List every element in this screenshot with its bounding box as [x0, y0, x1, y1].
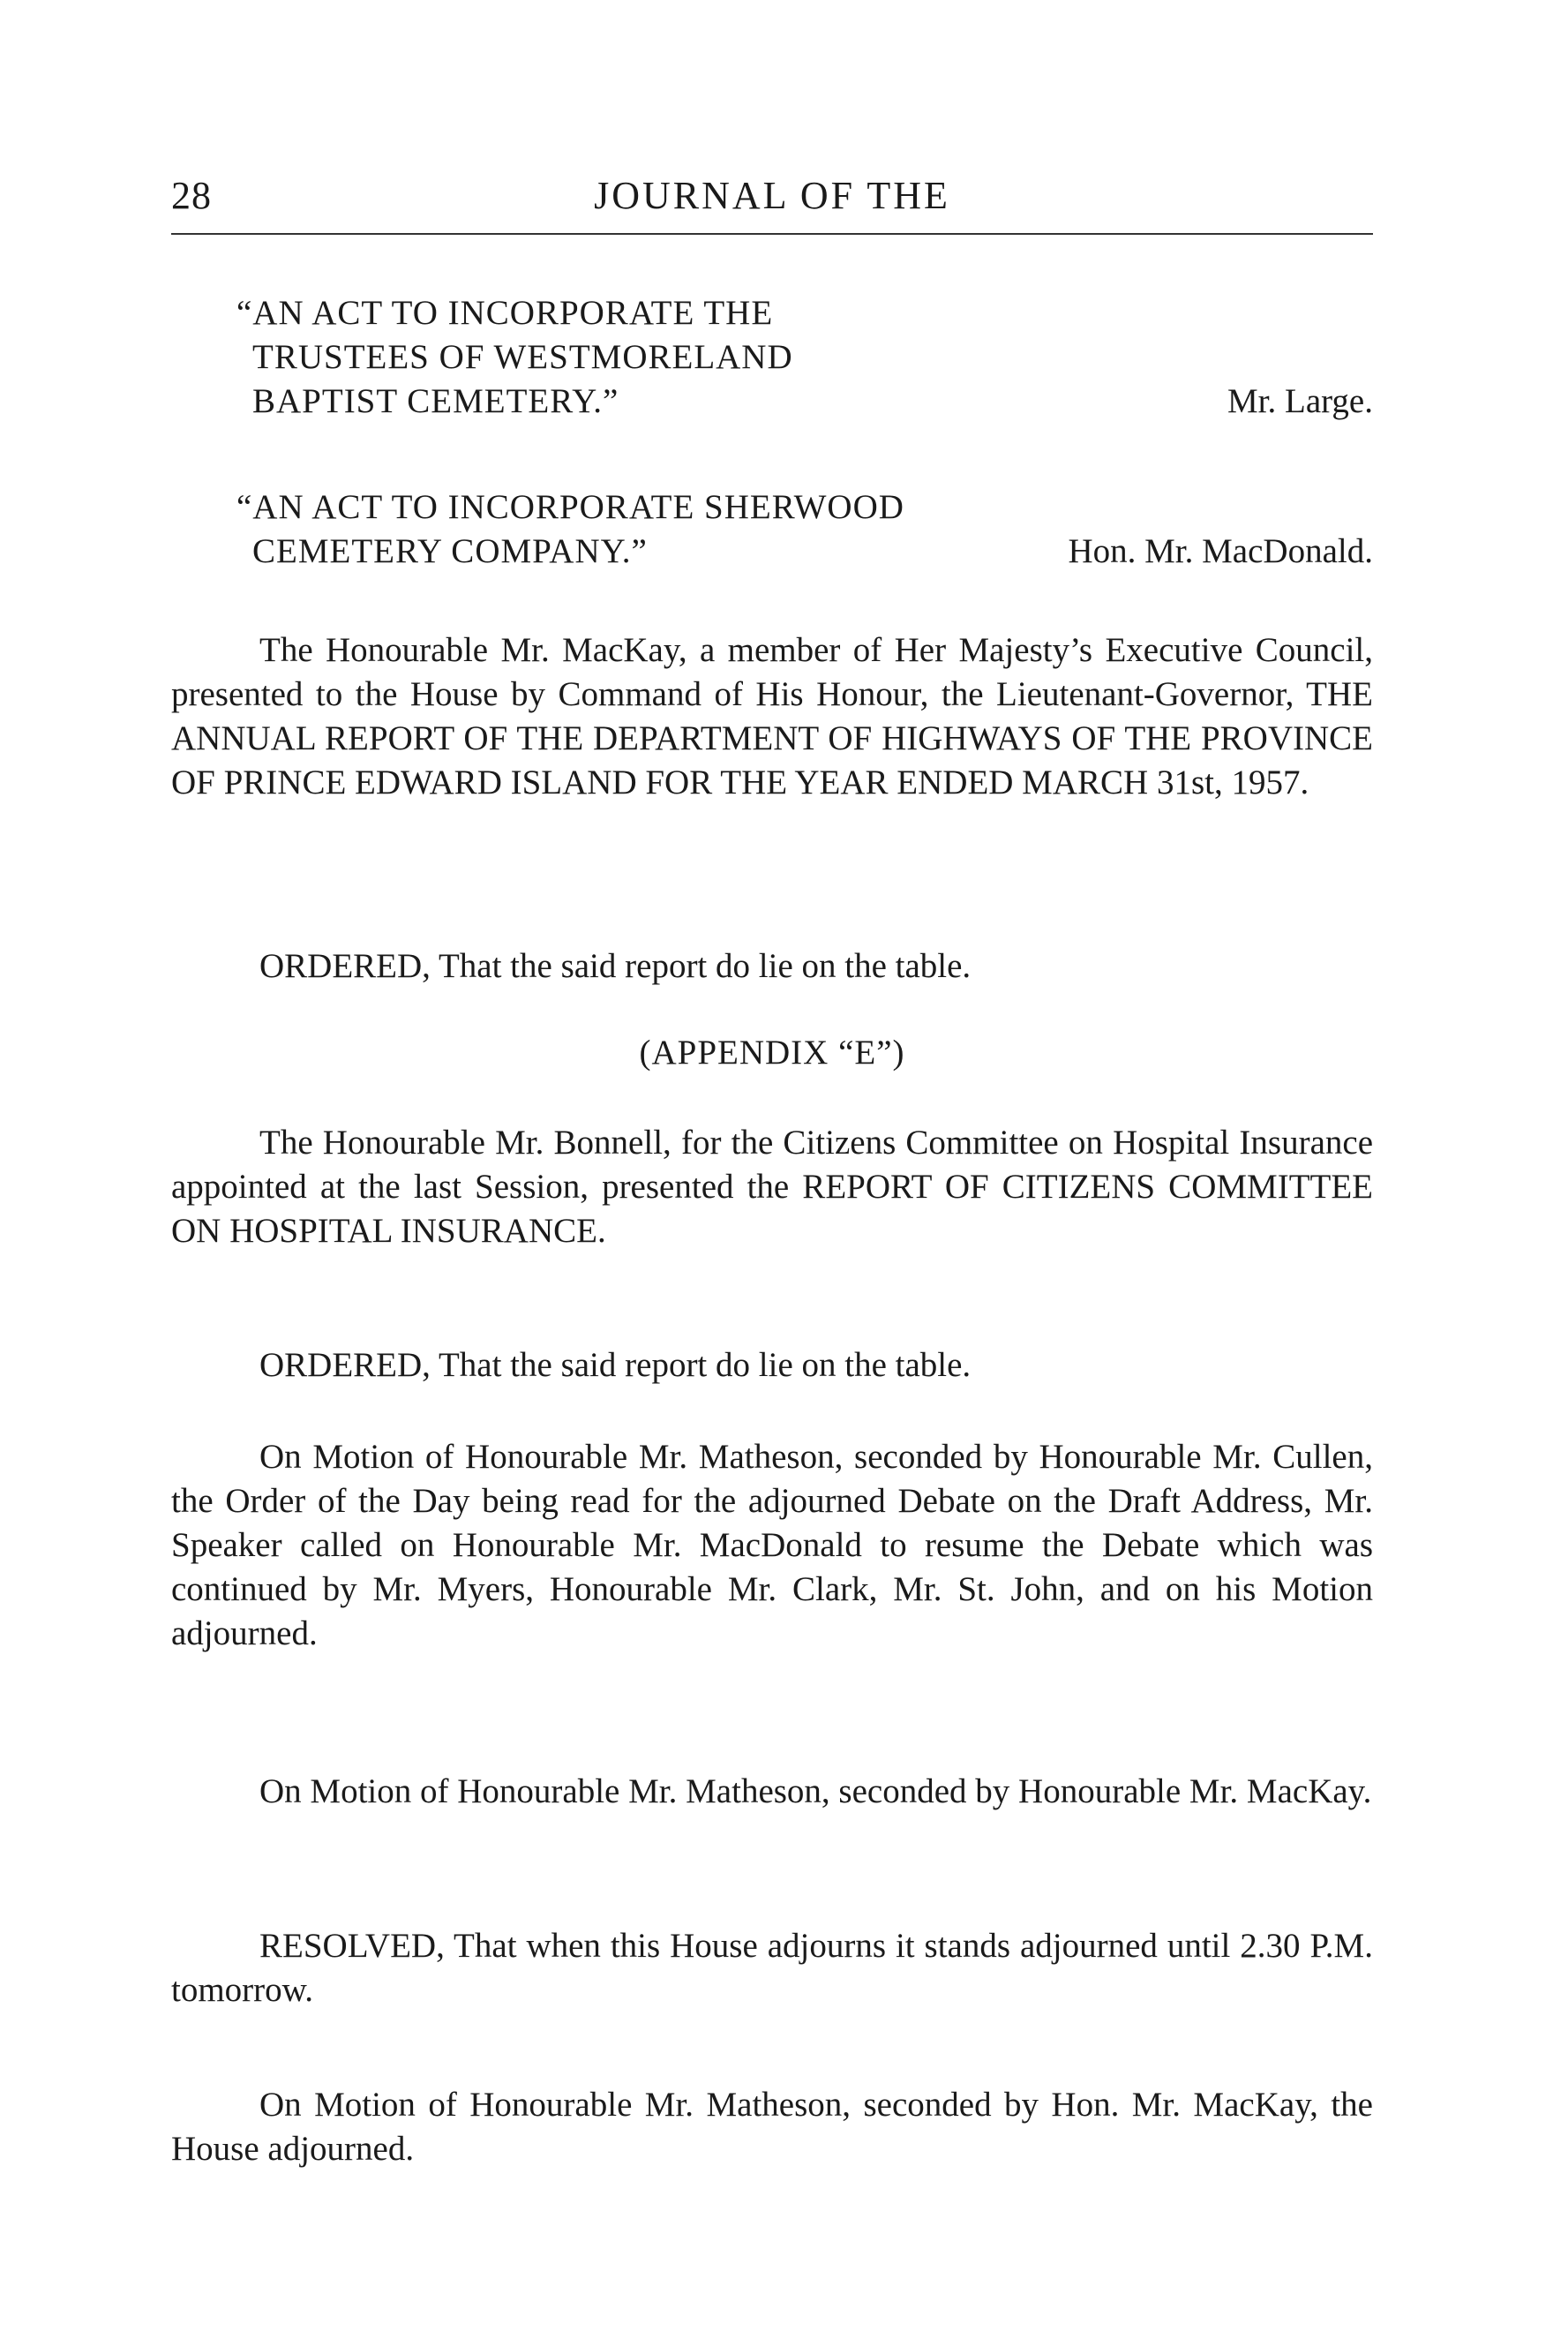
paragraph: The Honourable Mr. Bonnell, for the Citizens Committee on Hospital Insurance appointed at the last Session, presented the REPORT OF CITIZENS COMMITTEE ON HOSPITAL INSURANCE.: [171, 1124, 1373, 1250]
bill-sponsor: Mr. Large.: [1227, 382, 1373, 420]
running-head: JOURNAL OF THE: [594, 174, 950, 217]
paragraph: ORDERED, That the said report do lie on the table.: [259, 947, 972, 985]
page-header: [171, 173, 1373, 235]
page-number: 28: [171, 174, 212, 217]
bill-title: “AN ACT TO INCORPORATE SHERWOOD CEMETERY COMPANY.”: [236, 488, 904, 570]
paragraph: RESOLVED, That when this House adjourns it stands adjourned until 2.30 P.M. tomorrow.: [171, 1927, 1373, 2009]
bill-title: “AN ACT TO INCORPORATE THE TRUSTEES OF WESTMORELAND BAPTIST CEMETERY.”: [236, 294, 793, 420]
paragraph: On Motion of Honourable Mr. Matheson, seconded by Honourable Mr. Cullen, the Order of the Day being read for the adjourned Debate on the Draft Address, Mr. Speaker called on Honourable Mr. MacDonald to resume the Debate which was continued by Mr. Myers, Honourable Mr. Clark, Mr. St. John, and on his Motion adjourned.: [171, 1438, 1373, 1652]
paragraph: On Motion of Honourable Mr. Matheson, seconded by Hon. Mr. MacKay, the House adjourned.: [171, 2086, 1373, 2168]
header-rule: [171, 233, 1373, 235]
appendix-heading: (APPENDIX “E”): [639, 1034, 905, 1072]
paragraph: ORDERED, That the said report do lie on the table.: [259, 1346, 972, 1384]
paragraph: The Honourable Mr. MacKay, a member of Her Majesty’s Executive Council, presented to the House by Command of His Honour, the Lieutenant-Governor, THE ANNUAL REPORT OF THE DEPARTMENT OF HIGHWAYS OF THE PROVINCE OF PRINCE EDWARD ISLAND FOR THE YEAR ENDED MARCH 31st, 1957.: [171, 631, 1373, 801]
bill-entry: [171, 485, 1373, 574]
bill-entry: [171, 291, 1373, 424]
paragraph: On Motion of Honourable Mr. Matheson, seconded by Honourable Mr. MacKay.: [259, 1772, 1372, 1810]
bill-sponsor: Hon. Mr. MacDonald.: [1068, 532, 1373, 570]
